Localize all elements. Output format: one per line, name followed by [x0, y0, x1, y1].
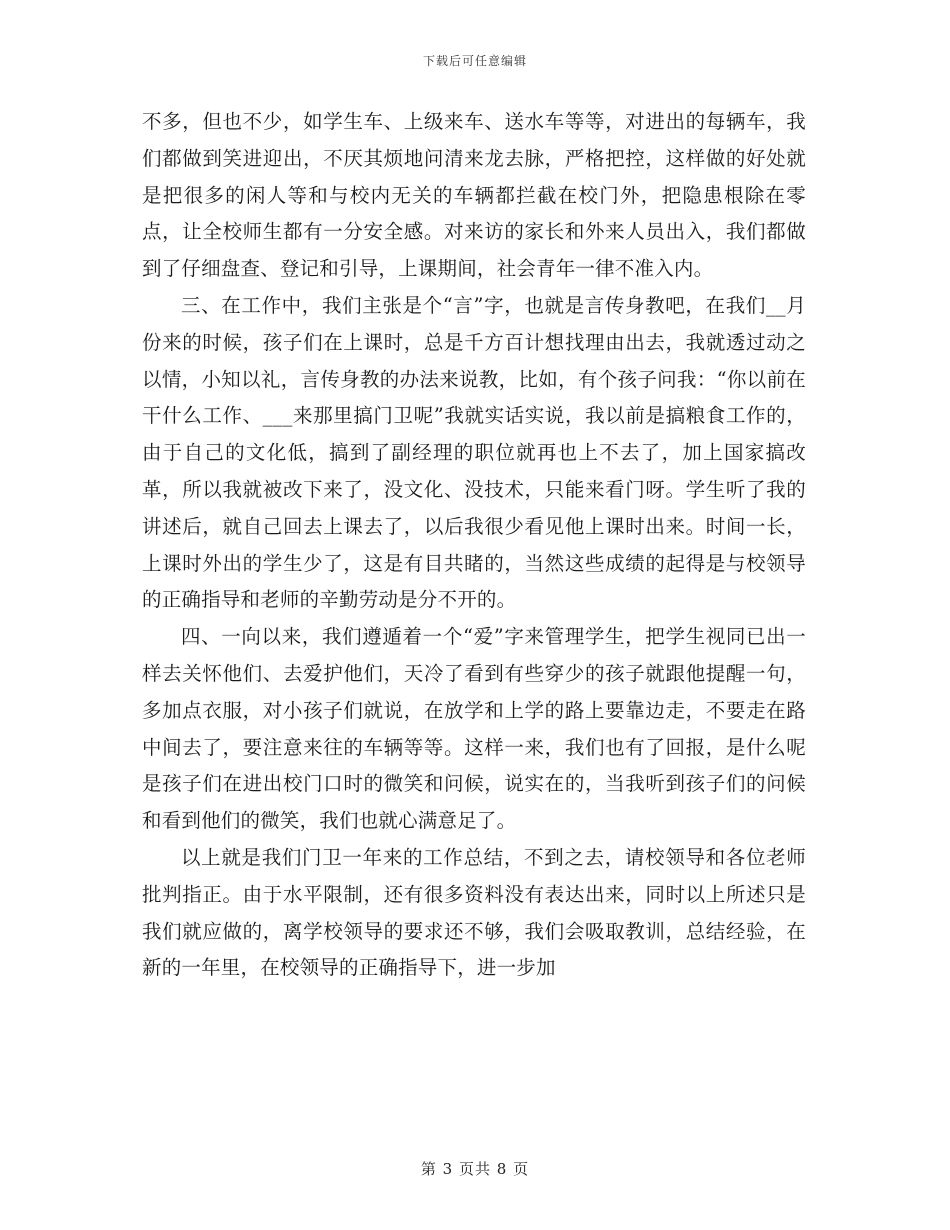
- paragraph-section-three: 三、在工作中，我们主张是个“言”字，也就是言传身教吧，在我们__月份来的时候，孩子们在上课时，总是千方百计想找理由出去，我就透过动之以情，小知以礼，言传身教的办法来说教，比如，有个孩子问我：“你以前在干什么工作、___来那里搞门卫呢”我就实话实说，我以前是搞粮食工作的，由于自己的文化低，搞到了副经理的职位就再也上不去了，加上国家搞改革，所以我就被改下来了，没文化、没技术，只能来看门呀。学生听了我的讲述后，就自己回去上课去了，以后我很少看见他上课时出来。时间一长，上课时外出的学生少了，这是有目共睹的，当然这些成绩的起得是与校领导的正确指导和老师的辛勤劳动是分不开的。: [142, 293, 806, 612]
- paragraph-section-four: 四、一向以来，我们遵遁着一个“爱”字来管理学生，把学生视同已出一样去关怀他们、去爱护他们，天冷了看到有些穿少的孩子就跟他提醒一句，多加点衣服，对小孩子们就说，在放学和上学的路上要靠边走，不要走在路中间去了，要注意来往的车辆等等。这样一来，我们也有了回报，是什么呢是孩子们在进出校门口时的微笑和问候，说实在的，当我听到孩子们的问候和看到他们的微笑，我们也就心满意足了。: [142, 625, 806, 833]
- page-number-footer: 第 3 页共 8 页: [420, 1160, 530, 1178]
- paragraph-summary: 以上就是我们门卫一年来的工作总结，不到之去，请校领导和各位老师批判指正。由于水平限制，还有很多资料没有表达出来，同时以上所述只是我们就应做的，离学校领导的要求还不够，我们会吸取教训，总结经验，在新的一年里，在校领导的正确指导下，进一步加: [142, 845, 806, 980]
- page-header: 下载后可任意编辑: [422, 54, 527, 68]
- paragraph-continuation: 不多，但也不少，如学生车、上级来车、送水车等等，对进出的每辆车，我们都做到笑进迎出，不厌其烦地问清来龙去脉，严格把控，这样做的好处就是把很多的闲人等和与校内无关的车辆都拦截在校门外，把隐患根除在零点，让全校师生都有一分安全感。对来访的家长和外来人员出入，我们都做到了仔细盘查、登记和引导，上课期间，社会青年一律不准入内。: [142, 110, 806, 281]
- document-body: [142, 104, 806, 987]
